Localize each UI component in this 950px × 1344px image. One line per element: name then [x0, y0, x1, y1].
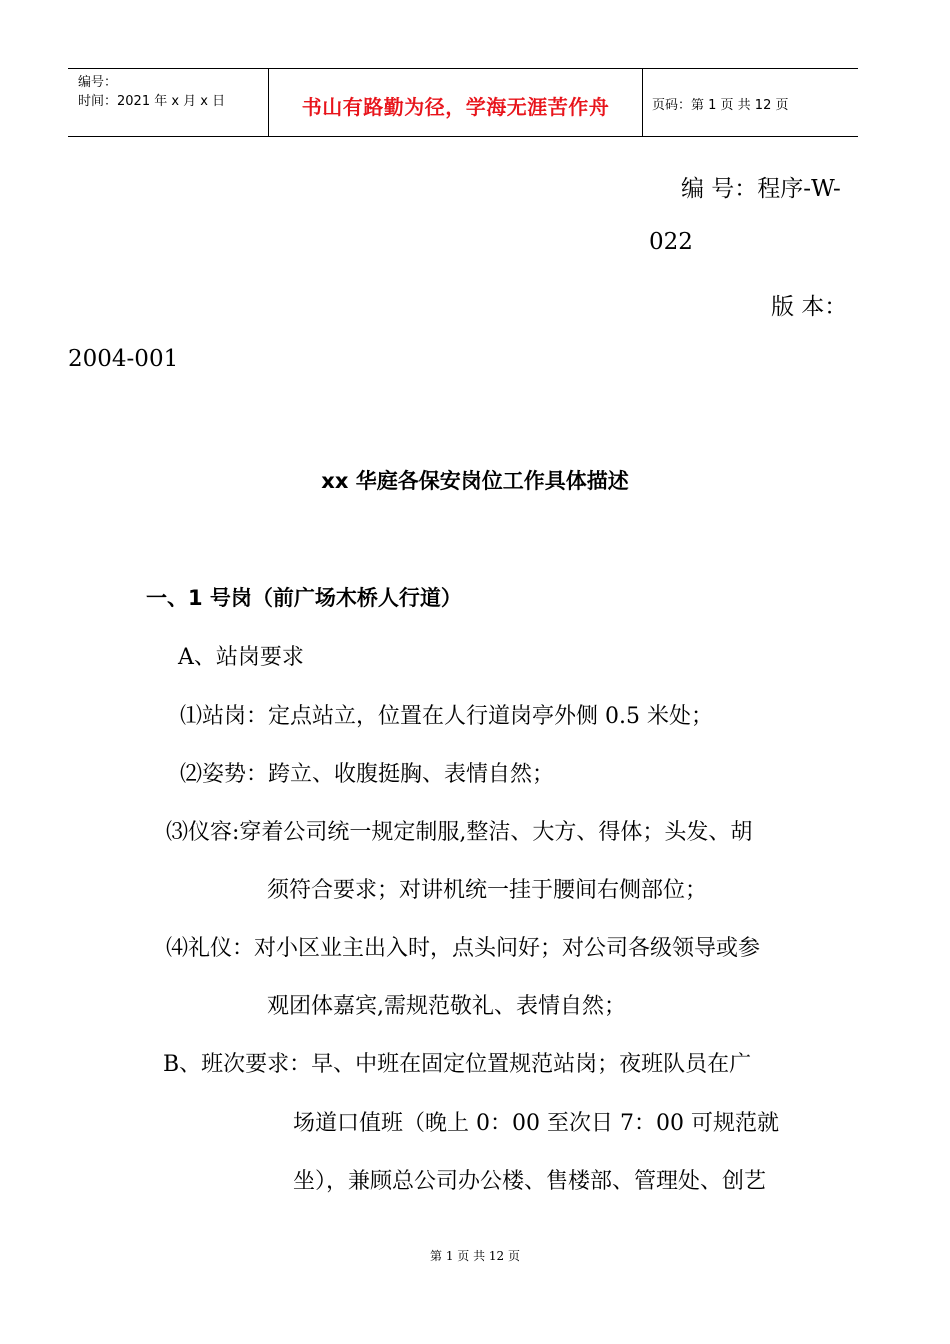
- header-divider: [642, 69, 643, 136]
- doc-title: xx 华庭各保安岗位工作具体描述: [321, 469, 629, 493]
- header-page-info: 页码：第 1 页 共 12 页: [652, 98, 789, 113]
- subsection-b-line2: 场道口值班（晚上 0：00 至次日 7：00 可规范就: [293, 1111, 779, 1136]
- header-number-label: 编号：: [78, 75, 118, 90]
- subsection-b-line1: B、班次要求：早、中班在固定位置规范站岗；夜班队员在广: [163, 1052, 752, 1077]
- header-time-label: 时间：2021 年 x 月 x 日: [78, 94, 226, 109]
- paragraph-item-2: ⑵姿势：跨立、收腹挺胸、表情自然；: [180, 762, 555, 787]
- doc-code-line1: 编 号：程序-W-: [681, 176, 841, 202]
- paragraph-item-3-cont: 须符合要求；对讲机统一挂于腰间右侧部位；: [267, 878, 708, 903]
- header-motto: 书山有路勤为径，学海无涯苦作舟: [301, 95, 610, 119]
- header-meta: [78, 73, 225, 111]
- doc-code-line2: 022: [649, 229, 693, 255]
- page-header: [68, 68, 858, 137]
- paragraph-item-3: ⑶仪容:穿着公司统一规定制服,整洁、大方、得体；头发、胡: [166, 820, 753, 845]
- paragraph-item-4: ⑷礼仪：对小区业主出入时，点头问好；对公司各级领导或参: [166, 936, 761, 961]
- subsection-b-line3: 坐），兼顾总公司办公楼、售楼部、管理处、创艺: [293, 1169, 767, 1194]
- subsection-a-heading: A、站岗要求: [178, 645, 304, 670]
- paragraph-item-4-cont: 观团体嘉宾,需规范敬礼、表情自然；: [267, 994, 626, 1019]
- doc-version-label: 版 本：: [771, 294, 848, 320]
- section-heading: 一、1 号岗（前广场木桥人行道）: [146, 586, 462, 610]
- paragraph-item-1: ⑴站岗：定点站立，位置在人行道岗亭外侧 0.5 米处；: [180, 704, 713, 729]
- page-footer: 第 1 页 共 12 页: [430, 1249, 520, 1263]
- doc-version-value: 2004-001: [68, 346, 179, 372]
